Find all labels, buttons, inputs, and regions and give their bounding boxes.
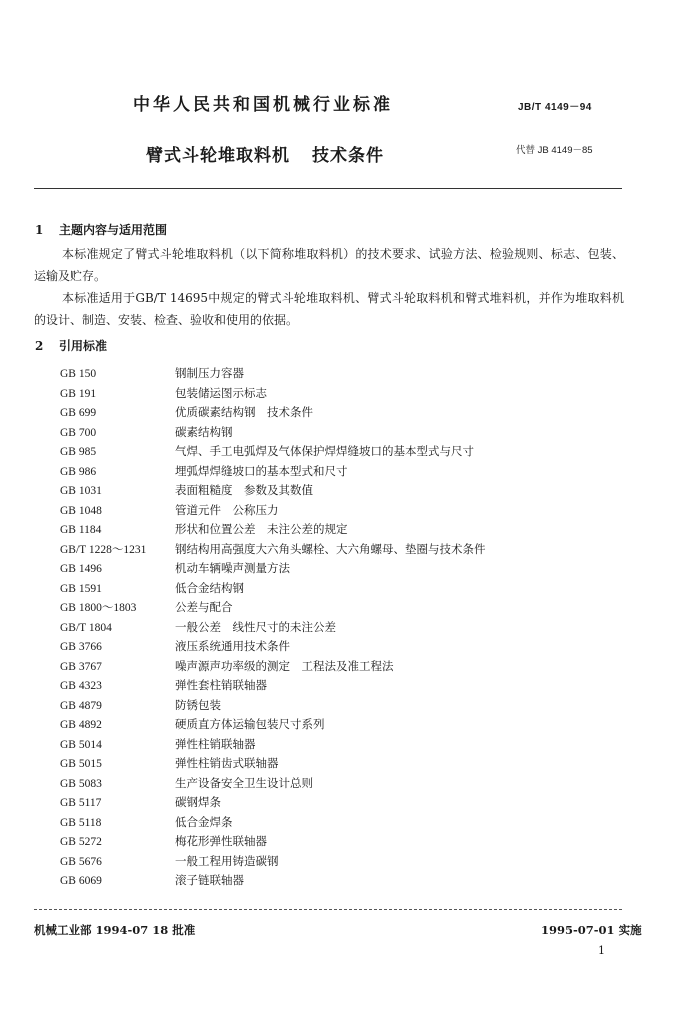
reference-code: GB 191 <box>60 387 97 400</box>
reference-title: 碳钢焊条 <box>175 795 221 809</box>
reference-title: 防锈包装 <box>175 697 221 712</box>
reference-row <box>60 618 486 638</box>
reference-row <box>60 774 486 794</box>
reference-row <box>60 481 486 501</box>
replaces-standard: 代替 JB 4149－85 <box>516 145 593 156</box>
header-divider <box>34 188 622 189</box>
reference-code: GB 985 <box>60 446 97 458</box>
section-2-number: 2 <box>35 339 44 353</box>
section-1-paragraph-2: 本标准适用于GB/T 14695中规定的臂式斗轮堆取料机、臂式斗轮取料机和臂式堆料机，并作为堆取料机的设计、制造、安装、检查、验收和使用的依据。 <box>34 291 624 327</box>
reference-row <box>60 403 486 423</box>
reference-title: 埋弧焊焊缝坡口的基本型式和尺寸 <box>175 463 348 478</box>
reference-row <box>60 598 486 618</box>
reference-row <box>60 871 486 891</box>
reference-code: GB 1800～1803 <box>60 602 137 614</box>
reference-title: 碳素结构钢 <box>175 424 233 439</box>
reference-row <box>60 559 486 579</box>
reference-title: 钢制压力容器 <box>175 366 244 380</box>
reference-row <box>60 540 486 560</box>
page-number: 1 <box>598 944 605 957</box>
reference-title: 生产设备安全卫生设计总则 <box>175 775 313 790</box>
reference-code: GB 5676 <box>60 855 102 868</box>
reference-code: GB 4879 <box>60 699 102 712</box>
reference-code: GB 1031 <box>60 485 102 497</box>
section-1-paragraph-1: 本标准规定了臂式斗轮堆取料机（以下简称堆取料机）的技术要求、试验方法、检验规则、标志、包装、运输及贮存。 <box>34 247 624 283</box>
reference-title: 钢结构用高强度大六角头螺栓、大六角螺母、垫圈与技术条件 <box>175 541 486 556</box>
reference-row <box>60 364 486 384</box>
section-1-heading <box>35 221 167 238</box>
reference-row <box>60 501 486 521</box>
standard-code: JB/T 4149－94 <box>518 102 592 113</box>
section-2-heading <box>35 337 107 354</box>
reference-row <box>60 520 486 540</box>
document-title-main: 臂式斗轮堆取料机 <box>146 146 290 166</box>
reference-code: GB 3766 <box>60 641 102 653</box>
reference-title: 一般公差 线性尺寸的未注公差 <box>175 619 336 634</box>
reference-code: GB 700 <box>60 426 97 439</box>
section-2-title: 引用标准 <box>59 339 108 353</box>
reference-row <box>60 793 486 813</box>
reference-title: 弹性柱销联轴器 <box>175 736 256 751</box>
reference-title: 一般工程用铸造碳钢 <box>175 853 279 868</box>
reference-title: 优质碳素结构钢 技术条件 <box>175 405 313 419</box>
reference-code: GB 5014 <box>60 738 102 751</box>
reference-row <box>60 579 486 599</box>
reference-row <box>60 423 486 443</box>
reference-code: GB 1048 <box>60 504 102 517</box>
reference-title: 硬质直方体运输包装尺寸系列 <box>175 717 325 731</box>
reference-row <box>60 657 486 677</box>
reference-title: 噪声源声功率级的测定 工程法及准工程法 <box>175 658 394 673</box>
reference-row <box>60 735 486 755</box>
reference-row <box>60 832 486 852</box>
reference-code: GB 1496 <box>60 563 102 575</box>
reference-code: GB 5272 <box>60 836 102 848</box>
document-title-sub: 技术条件 <box>312 146 384 166</box>
reference-code: GB 986 <box>60 465 97 478</box>
reference-code: GB 5015 <box>60 758 102 770</box>
reference-code: GB 150 <box>60 368 97 380</box>
document-title <box>146 141 384 166</box>
reference-row <box>60 462 486 482</box>
reference-code: GB 5083 <box>60 777 102 790</box>
reference-code: GB 5118 <box>60 816 102 829</box>
reference-code: GB 3767 <box>60 660 102 673</box>
reference-row <box>60 852 486 872</box>
referenced-standards-list <box>60 364 486 891</box>
reference-row <box>60 715 486 735</box>
reference-row <box>60 384 486 404</box>
reference-code: GB 1184 <box>60 524 102 536</box>
reference-row <box>60 676 486 696</box>
reference-title: 梅花形弹性联轴器 <box>175 834 267 848</box>
reference-code: GB 1591 <box>60 582 102 595</box>
approval-note: 机械工业部 1994-07 18 批准 <box>34 923 196 937</box>
reference-title: 低合金焊条 <box>175 814 233 829</box>
reference-title: 弹性套柱销联轴器 <box>175 678 267 692</box>
reference-code: GB 4323 <box>60 680 102 692</box>
reference-title: 气焊、手工电弧焊及气体保护焊焊缝坡口的基本型式与尺寸 <box>175 444 474 458</box>
reference-code: GB 6069 <box>60 875 102 887</box>
reference-row <box>60 637 486 657</box>
reference-row <box>60 813 486 833</box>
reference-title: 低合金结构钢 <box>175 580 244 595</box>
reference-title: 管道元件 公称压力 <box>175 502 279 517</box>
reference-row <box>60 696 486 716</box>
reference-title: 液压系统通用技术条件 <box>175 639 290 653</box>
reference-code: GB 699 <box>60 407 97 419</box>
reference-title: 公差与配合 <box>175 600 233 614</box>
reference-title: 形状和位置公差 未注公差的规定 <box>175 522 348 536</box>
reference-code: GB 5117 <box>60 797 102 809</box>
issuing-body-title: 中华人民共和国机械行业标准 <box>133 95 393 115</box>
effective-date: 1995-07-01 实施 <box>541 923 642 937</box>
section-1-number: 1 <box>35 223 44 237</box>
reference-title: 弹性柱销齿式联轴器 <box>175 756 279 770</box>
reference-row <box>60 754 486 774</box>
reference-title: 表面粗糙度 参数及其数值 <box>175 483 313 497</box>
reference-title: 包装储运图示标志 <box>175 385 267 400</box>
section-1-title: 主题内容与适用范围 <box>59 223 168 237</box>
reference-row <box>60 442 486 462</box>
reference-code: GB/T 1228～1231 <box>60 543 147 556</box>
reference-title: 滚子链联轴器 <box>175 873 244 887</box>
reference-title: 机动车辆噪声测量方法 <box>175 561 290 575</box>
footer-divider <box>34 909 622 910</box>
reference-code: GB/T 1804 <box>60 621 112 634</box>
reference-code: GB 4892 <box>60 719 102 731</box>
